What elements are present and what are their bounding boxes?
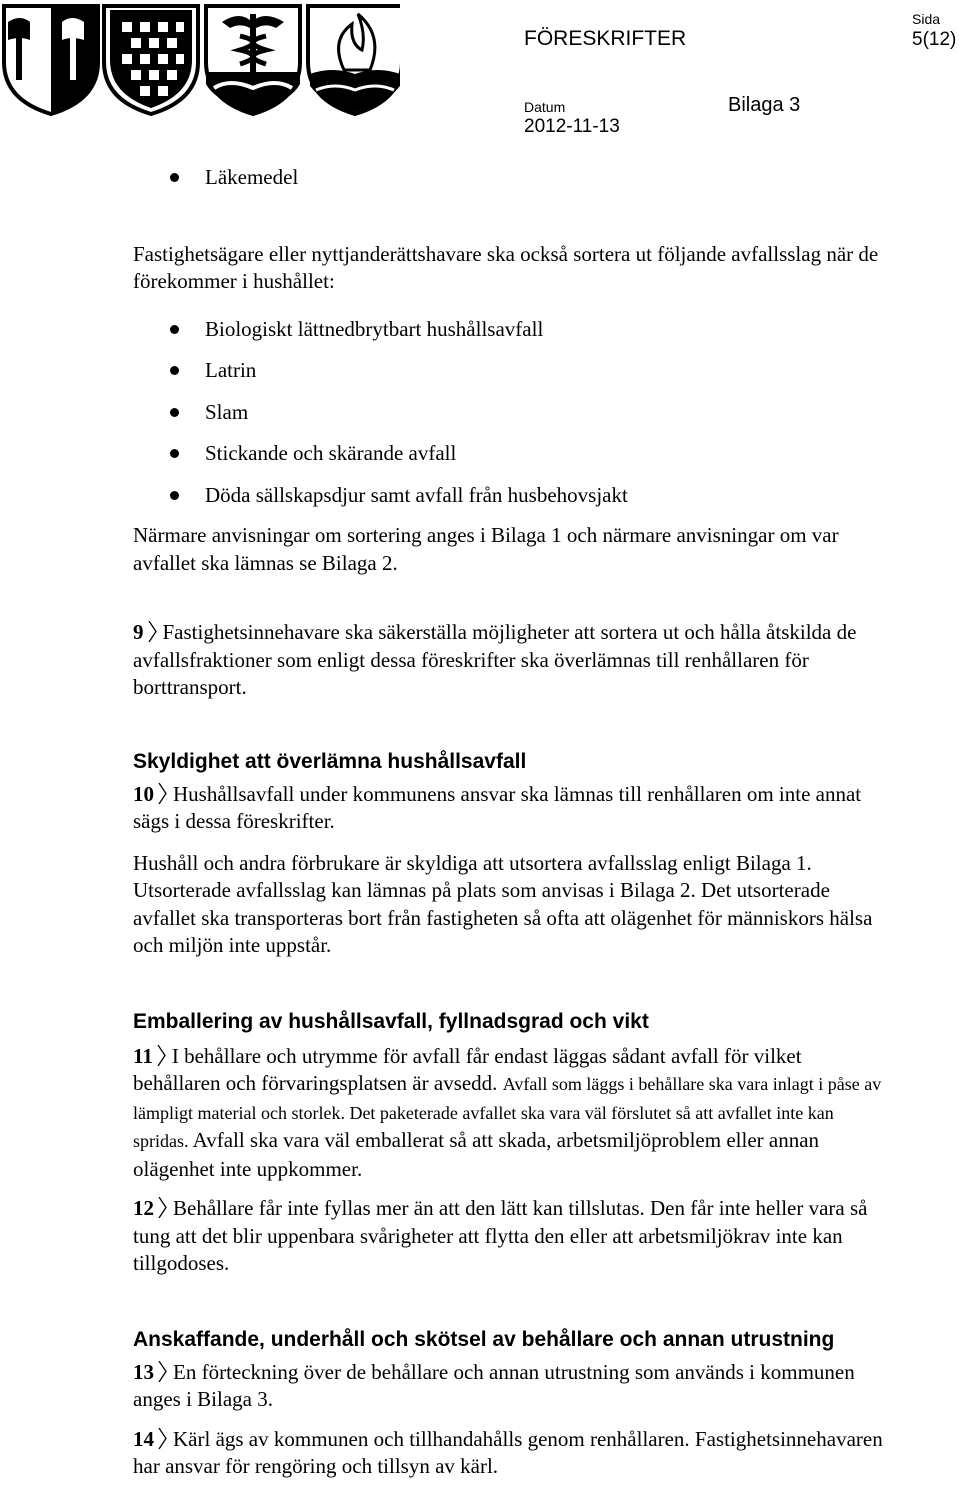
coat-of-arms-1-icon <box>4 6 98 114</box>
section-sign-icon <box>158 1197 167 1218</box>
section-heading-equipment: Anskaffande, underhåll och skötsel av behållare och annan utrustning <box>133 1327 835 1351</box>
paragraph-number: 10 <box>133 781 154 806</box>
paragraph-number: 11 <box>133 1043 153 1068</box>
paragraph-text: Hushållsavfall under kommunens ansvar ska lämnas till renhållaren om inte annat sägs i dessa föreskrifter. <box>133 781 862 833</box>
paragraph-text-small: Avfall som läggs i behållare ska vara inlagt i påse av lämpligt material och storlek. Det paketerade avfallet ska vara väl förslutet så att avfallet inte kan spridas. <box>133 1074 882 1151</box>
list-item: Stickande och skärande avfall <box>133 433 893 475</box>
paragraph-text: Fastighetsinnehavare ska säkerställa möjligheter att sortera ut och hålla åtskilda de avfallsfraktioner som enligt dessa föreskrifter ska överlämnas till renhållaren för borttransport. <box>133 620 857 699</box>
paragraph-text: Avfall ska vara väl emballerat så att skada, arbetsmiljöproblem eller annan olägenhet inte uppkommer. <box>133 1128 820 1181</box>
section-sign-icon <box>158 1428 167 1449</box>
section-sign-icon <box>157 1045 166 1066</box>
municipal-coats-of-arms <box>0 0 400 118</box>
section-sign-icon <box>158 1361 167 1382</box>
coat-of-arms-3-icon <box>206 6 300 114</box>
paragraph-14 <box>133 1426 893 1481</box>
paragraph-text: I behållare och utrymme för avfall får endast läggas sådant avfall för vilket behållaren och förvaringsplatsen är avsedd. <box>133 1043 802 1095</box>
paragraph-11 <box>133 1043 893 1184</box>
sorting-note: Närmare anvisningar om sortering anges i Bilaga 1 och närmare anvisningar om var avfallet ska lämnas se Bilaga 2. <box>133 523 839 575</box>
page-number: 5(12) <box>912 29 957 50</box>
paragraph-number: 14 <box>133 1426 154 1451</box>
attachment-label: Bilaga 3 <box>728 94 801 116</box>
paragraph-number: 13 <box>133 1359 154 1384</box>
page-label: Sida <box>912 11 941 27</box>
paragraph-text: Kärl ägs av kommunen och tillhandahålls genom renhållaren. Fastighetsinnehavaren har ansvar för rengöring och tillsyn av kärl. <box>133 1426 883 1478</box>
section-heading-disposal-duty: Skyldighet att överlämna hushållsavfall <box>133 749 527 773</box>
list-item: Slam <box>133 392 893 434</box>
paragraph-10-continued: Hushåll och andra förbrukare är skyldiga att utsortera avfallsslag enligt Bilaga 1. Utsorterade avfallsslag kan lämnas på plats som anvisas i Bilaga 2. Det utsorterade avfallet ska transporteras bort från fastigheten så ofta att olägenhet för människors hälsa och miljön inte uppstår. <box>133 850 873 957</box>
section-heading-packaging: Emballering av hushållsavfall, fyllnadsgrad och vikt <box>133 1009 649 1033</box>
list-item: Latrin <box>133 350 893 392</box>
bullet-list-2 <box>133 309 893 517</box>
document-type: FÖRESKRIFTER <box>524 27 687 50</box>
coat-of-arms-2-icon <box>104 6 198 114</box>
paragraph-13 <box>133 1359 893 1414</box>
paragraph-number: 9 <box>133 620 144 644</box>
date-label: Datum <box>524 99 566 115</box>
paragraph-text: Behållare får inte fyllas mer än att den lätt kan tillslutas. Den får inte heller vara så tung att det blir uppenbara svårigheter att flytta den eller att arbetsmiljökrav inte kan tillgodoses. <box>133 1196 868 1275</box>
coat-of-arms-4-icon <box>308 6 400 114</box>
document-body <box>133 160 893 1481</box>
paragraph-10 <box>133 781 893 836</box>
paragraph-text: En förteckning över de behållare och annan utrustning som används i kommunen anges i Bilaga 3. <box>133 1359 855 1411</box>
page-header <box>0 0 960 150</box>
paragraph-number: 12 <box>133 1196 154 1220</box>
paragraph-9 <box>133 619 893 702</box>
intro-paragraph: Fastighetsägare eller nyttjanderättshavare ska också sortera ut följande avfallsslag när de förekommer i hushållet: <box>133 241 879 293</box>
document-date: 2012-11-13 <box>524 116 620 137</box>
paragraph-12 <box>133 1195 893 1278</box>
section-sign-icon <box>158 783 167 804</box>
list-item: Läkemedel <box>133 157 893 199</box>
list-item: Biologiskt lättnedbrytbart hushållsavfall <box>133 309 893 351</box>
list-item: Döda sällskapsdjur samt avfall från husbehovsjakt <box>133 475 893 517</box>
section-sign-icon <box>148 621 157 642</box>
bullet-list-1 <box>133 157 893 199</box>
